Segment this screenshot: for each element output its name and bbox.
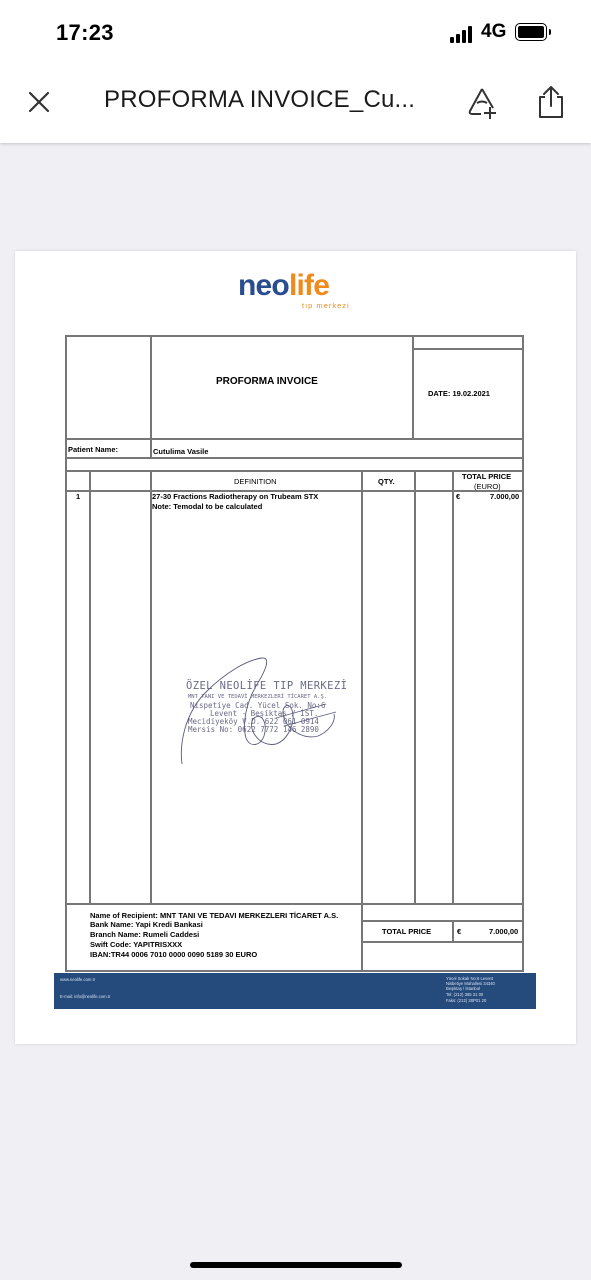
markup-icon xyxy=(466,86,500,120)
total-label: TOTAL PRICE xyxy=(382,927,432,936)
bank-iban: IBAN:TR44 0006 7010 0000 0090 5189 30 EURO xyxy=(90,950,258,959)
close-button[interactable] xyxy=(26,89,54,117)
logo-subtitle: tıp merkezi xyxy=(302,301,350,310)
invoice-heading: PROFORMA INVOICE xyxy=(216,376,318,387)
markup-button[interactable] xyxy=(466,86,500,120)
bank-branch: Branch Name: Rumeli Caddesi xyxy=(90,930,200,939)
total-currency: € xyxy=(457,927,462,936)
item-currency: € xyxy=(456,492,461,501)
footer-website: www.neolife.com.tr xyxy=(60,977,96,982)
neolife-logo xyxy=(238,270,358,312)
close-icon xyxy=(26,89,54,117)
battery-icon xyxy=(515,23,547,41)
footer-address: Beşiktaş / İstanbul xyxy=(446,986,480,991)
company-stamp xyxy=(176,652,366,772)
signature-icon xyxy=(176,652,366,772)
logo-life: life xyxy=(288,269,330,302)
stamp-line: MNT TANI VE TEDAVİ MERKEZLERİ TİCARET A.Ş. xyxy=(188,694,328,700)
status-time: 17:23 xyxy=(56,20,114,45)
document-title: PROFORMA INVOICE_Cu... xyxy=(104,86,416,113)
footer-address: Nisbetiye Mahallesi 34340 xyxy=(446,981,495,986)
col-definition: DEFINITION xyxy=(234,477,277,486)
patient-name: Cutulima Vasile xyxy=(153,447,209,456)
item-note: Note: Temodal to be calculated xyxy=(152,502,263,511)
item-definition: 27-30 Fractions Radiotherapy on Trubeam STX xyxy=(152,492,319,501)
col-currency: (EURO) xyxy=(474,482,501,491)
invoice-date: DATE: 19.02.2021 xyxy=(428,389,490,398)
footer-fax: Faks: (212) 28P01 20 xyxy=(446,998,487,1003)
signal-bars-icon xyxy=(450,25,476,43)
stamp-line: Mecidiyeköy V.D. 622 061 0914 xyxy=(188,717,319,726)
app-header xyxy=(0,0,591,143)
stamp-line: Mersis No: 0622 7772 146 2890 xyxy=(188,725,319,734)
bank-name: Bank Name: Yapi Kredi Bankasi xyxy=(90,920,203,929)
stamp-line: Nispetiye Cad. Yücel Sok. No:6 xyxy=(190,701,326,710)
total-value: 7.000,00 xyxy=(489,927,519,936)
bank-swift: Swift Code: YAPITRISXXX xyxy=(90,940,183,949)
footer-email: E-mail: info@neolife.com.tr xyxy=(60,994,111,999)
patient-label: Patient Name: xyxy=(68,445,119,454)
footer-address: Yücel Sokak No:6 Levent xyxy=(446,976,494,981)
logo-neo: neo xyxy=(238,269,289,302)
col-total-price: TOTAL PRICE xyxy=(462,472,512,481)
item-price: 7.000,00 xyxy=(490,492,520,501)
network-type: 4G xyxy=(481,21,507,42)
document-footer xyxy=(54,973,536,1009)
bank-recipient: Name of Recipient: MNT TANI VE TEDAVI MERKEZLERI TİCARET A.S. xyxy=(90,911,339,920)
item-number: 1 xyxy=(76,492,81,501)
share-button[interactable] xyxy=(536,84,566,120)
stamp-line: ÖZEL NEOLİFE TIP MERKEZİ xyxy=(186,680,348,692)
stamp-line: Levent - Beşiktaş / İST. xyxy=(210,709,319,718)
home-indicator[interactable] xyxy=(190,1262,402,1268)
footer-phone: Tel: (212) 365 31 00 xyxy=(446,992,484,997)
share-icon xyxy=(536,84,566,120)
col-qty: QTY. xyxy=(378,477,395,486)
